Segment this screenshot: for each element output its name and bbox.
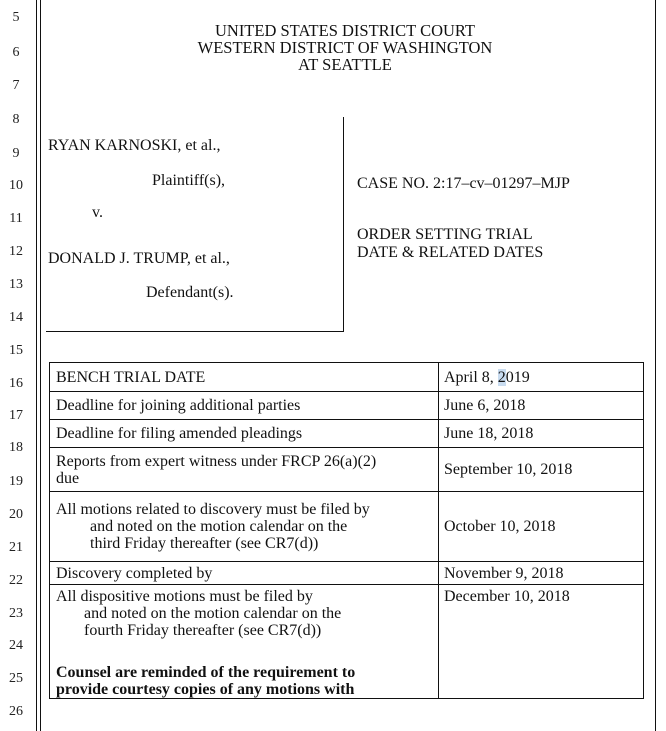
event-text: third Friday thereafter (see CR7(d)) xyxy=(90,535,319,552)
table-row xyxy=(50,420,644,448)
plaintiff-role: Plaintiff(s), xyxy=(152,172,226,189)
line-number: 15 xyxy=(9,343,23,358)
defendant-role: Defendant(s). xyxy=(146,284,234,301)
line-number: 13 xyxy=(9,277,23,292)
selected-text-highlight: 2 xyxy=(497,368,506,386)
event-text: due xyxy=(56,469,80,487)
line-number: 23 xyxy=(9,606,23,621)
court-heading xyxy=(150,22,540,73)
date-text: November 9, 2018 xyxy=(444,564,564,582)
plaintiff-name: RYAN KARNOSKI, et al., xyxy=(48,137,221,154)
line-number: 19 xyxy=(9,474,23,489)
line-number: 8 xyxy=(12,112,20,127)
event-text: All dispositive motions must be filed by xyxy=(56,588,313,605)
event-cell xyxy=(50,562,439,585)
caption-bottom-rule xyxy=(46,331,344,332)
left-margin-rule xyxy=(40,0,41,731)
line-number-column xyxy=(0,0,34,731)
date-text: December 10, 2018 xyxy=(444,588,570,605)
table-row xyxy=(50,585,644,699)
date-cell xyxy=(439,363,644,392)
line-number: 9 xyxy=(12,146,20,161)
defendant-name: DONALD J. TRUMP, et al., xyxy=(48,250,230,267)
event-cell xyxy=(50,492,439,562)
date-text: 019 xyxy=(505,368,530,386)
date-text: October 10, 2018 xyxy=(444,518,556,535)
line-number: 10 xyxy=(9,178,23,193)
event-cell xyxy=(50,448,439,492)
date-text: September 10, 2018 xyxy=(444,461,573,478)
date-cell xyxy=(439,562,644,585)
table-row xyxy=(50,492,644,562)
table-row xyxy=(50,392,644,420)
line-number: 18 xyxy=(9,440,23,455)
order-title-line1: ORDER SETTING TRIAL xyxy=(357,226,533,243)
left-margin-rule xyxy=(36,0,37,731)
date-cell xyxy=(439,448,644,492)
line-number: 21 xyxy=(9,540,23,555)
line-number: 24 xyxy=(9,638,23,653)
event-cell xyxy=(50,363,439,392)
table-row xyxy=(50,562,644,585)
line-number: 14 xyxy=(9,310,23,325)
event-text: All motions related to discovery must be filed by xyxy=(56,501,370,518)
versus: v. xyxy=(92,204,103,221)
line-number: 17 xyxy=(9,408,23,423)
line-number: 22 xyxy=(9,573,23,588)
courtesy-copy-note: provide courtesy copies of any motions with xyxy=(56,681,355,698)
event-text: and noted on the motion calendar on the xyxy=(84,605,342,622)
line-number: 16 xyxy=(9,376,23,391)
courtesy-copy-note: Counsel are reminded of the requirement to xyxy=(56,664,356,681)
date-text: April 8, xyxy=(444,368,498,386)
date-cell xyxy=(439,585,644,699)
date-cell xyxy=(439,420,644,448)
line-number: 20 xyxy=(9,507,23,522)
event-cell xyxy=(50,585,439,699)
event-text: Reports from expert witness under FRCP 26(a)(2) xyxy=(56,452,377,470)
line-number: 12 xyxy=(9,244,23,259)
event-cell xyxy=(50,420,439,448)
date-cell xyxy=(439,492,644,562)
event-text: and noted on the motion calendar on the xyxy=(90,518,348,535)
event-text: BENCH TRIAL DATE xyxy=(56,368,206,386)
right-margin-rule xyxy=(655,0,656,731)
spacer xyxy=(56,639,432,664)
table-row xyxy=(50,363,644,392)
event-cell xyxy=(50,392,439,420)
line-number: 5 xyxy=(12,10,20,25)
event-text: Deadline for joining additional parties xyxy=(56,397,301,414)
line-number: 6 xyxy=(12,45,20,60)
event-text: Discovery completed by xyxy=(56,564,213,582)
line-number: 7 xyxy=(12,78,20,93)
court-name: UNITED STATES DISTRICT COURT xyxy=(214,21,475,40)
event-text: Deadline for filing amended pleadings xyxy=(56,425,303,442)
event-text: fourth Friday thereafter (see CR7(d)) xyxy=(84,622,322,639)
date-cell xyxy=(439,392,644,420)
line-number: 26 xyxy=(9,704,23,719)
line-number: 11 xyxy=(9,211,23,226)
date-text: June 6, 2018 xyxy=(444,397,526,414)
caption-divider xyxy=(343,117,344,332)
date-text: June 18, 2018 xyxy=(444,425,534,442)
line-number: 25 xyxy=(9,671,23,686)
schedule-table xyxy=(49,362,642,698)
court-district: WESTERN DISTRICT OF WASHINGTON xyxy=(197,38,493,57)
court-location: AT SEATTLE xyxy=(298,55,392,74)
table-row xyxy=(50,448,644,492)
order-title-line2: DATE & RELATED DATES xyxy=(357,244,544,261)
case-number: CASE NO. 2:17–cv–01297–MJP xyxy=(357,175,570,192)
